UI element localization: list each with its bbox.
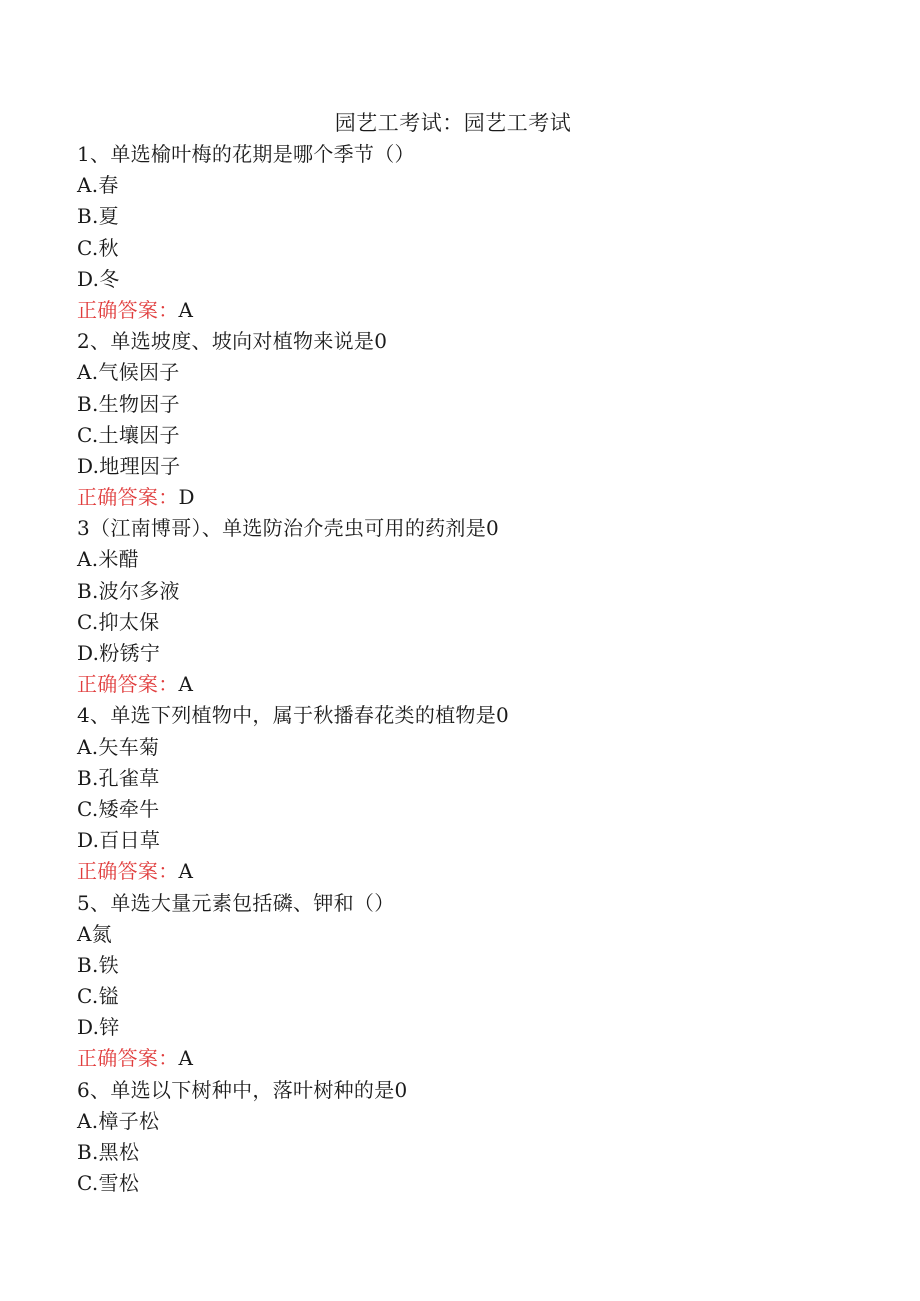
question-stem: 2、单选坡度、坡向对植物来说是0: [77, 329, 388, 354]
answer-value: A: [178, 672, 194, 697]
option-item: D.粉锈宁: [77, 641, 161, 665]
option-item: C.雪松: [77, 1171, 140, 1196]
option-item: D.冬: [77, 266, 120, 291]
document-title: 园艺工考试：园艺工考试: [334, 111, 572, 135]
answer-label: 正确答案：: [77, 485, 179, 510]
answer-value: A: [178, 1046, 194, 1071]
answer-label: 正确答案：: [77, 672, 179, 697]
correct-answer: [77, 669, 877, 700]
option-item: B.夏: [77, 204, 119, 229]
option-item: B.黑松: [77, 1140, 140, 1164]
question-stem: 5、单选大量元素包括磷、钾和（）: [77, 890, 395, 915]
option-item: B.生物因子: [77, 391, 180, 416]
option-item: B.孔雀草: [77, 765, 160, 790]
question-stem: 4、单选下列植物中，属于秋播春花类的植物是0: [77, 703, 510, 728]
answer-value: A: [178, 297, 194, 322]
option-item: C.秋: [77, 235, 119, 260]
question-list: [77, 139, 877, 1199]
option-item: D.百日草: [77, 828, 161, 853]
answer-value: A: [178, 859, 194, 884]
option-item: C.镒: [77, 984, 119, 1009]
question-stem: 1、单选榆叶梅的花期是哪个季节（）: [77, 142, 415, 166]
correct-answer: [77, 856, 877, 887]
option-item: C.土壤因子: [77, 422, 180, 447]
option-item: B.铁: [77, 952, 119, 977]
answer-value: D: [178, 485, 195, 510]
answer-label: 正确答案：: [77, 297, 179, 322]
option-item: D.地理因子: [77, 453, 181, 478]
option-item: C.抑太保: [77, 609, 160, 634]
question-stem: 3（江南博哥）、单选防治介壳虫可用的药剂是0: [77, 516, 500, 541]
correct-answer: [77, 295, 877, 326]
correct-answer: [77, 1043, 877, 1074]
option-item: D.锌: [77, 1015, 120, 1040]
question-stem: 6、单选以下树种中，落叶树种的是0: [77, 1077, 408, 1102]
option-item: A.米醋: [77, 547, 140, 572]
correct-answer: [77, 482, 877, 513]
option-item: A.春: [77, 173, 119, 198]
option-item: A.樟子松: [77, 1108, 160, 1133]
option-item: B.波尔多液: [77, 578, 180, 603]
answer-label: 正确答案：: [77, 1046, 179, 1071]
option-item: C.矮牵牛: [77, 796, 160, 821]
option-item: A.矢车菊: [77, 734, 160, 759]
option-item: A.气候因子: [77, 360, 180, 385]
answer-label: 正确答案：: [77, 859, 179, 884]
option-item: A氮: [77, 921, 113, 946]
